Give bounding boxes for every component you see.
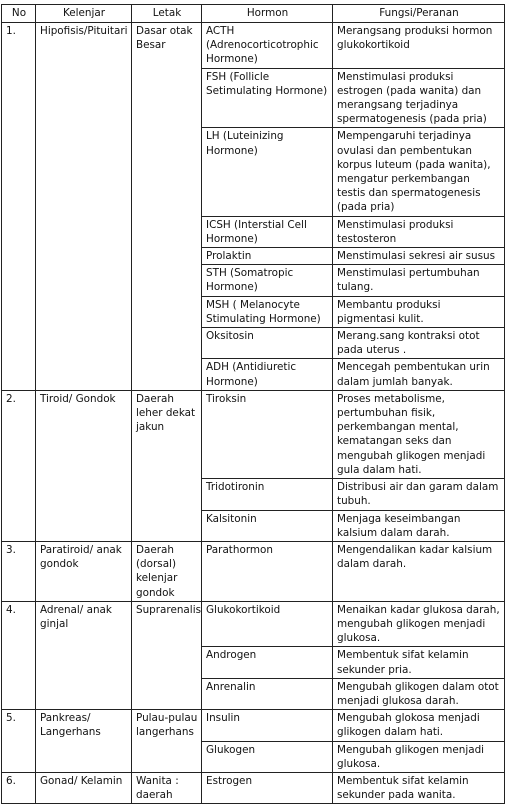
hormone-function: Mengendalikan kadar kalsium dalam darah.	[333, 541, 505, 601]
gland-location: Wanita : daerah	[132, 772, 202, 803]
hormone-name: Androgen	[202, 647, 333, 678]
hormone-name: Tiroksin	[202, 390, 333, 478]
hormone-function: Menstimulasi pertumbuhan tulang.	[333, 265, 505, 296]
hormone-function: Mencegah pembentukan urin dalam jumlah banyak.	[333, 359, 505, 390]
hormone-name: Oksitosin	[202, 328, 333, 359]
gland-location: Daerah leher dekat jakun	[132, 390, 202, 541]
hormone-name: FSH (Follicle Setimulating Hormone)	[202, 68, 333, 128]
hormone-name: ACTH (Adrenocorticotrophic Hormone)	[202, 23, 333, 69]
hormone-name: LH (Luteinizing Hormone)	[202, 128, 333, 216]
table-row	[2, 772, 505, 803]
hormone-function: Mengubah glikogen menjadi glukosa.	[333, 741, 505, 772]
header-no: No	[2, 5, 36, 23]
hormone-function: Menstimulasi produksi testosteron	[333, 216, 505, 247]
table-row	[2, 601, 505, 647]
hormone-function: Proses metabolisme, pertumbuhan fisik, perkembangan mental, kematangan seks dan mengubah glikogen menjadi gula dalam hati.	[333, 390, 505, 478]
header-letak: Letak	[132, 5, 202, 23]
gland-name: Pankreas/ Langerhans	[36, 710, 132, 773]
hormone-name: Tridotironin	[202, 479, 333, 510]
hormone-name: STH (Somatropic Hormone)	[202, 265, 333, 296]
hormone-name: Glukokortikoid	[202, 601, 333, 647]
gland-location: Daerah (dorsal) kelenjar gondok	[132, 541, 202, 601]
hormone-function: Merang.sang kontraksi otot pada uterus .	[333, 328, 505, 359]
header-hormon: Hormon	[202, 5, 333, 23]
hormone-name: Prolaktin	[202, 248, 333, 265]
hormone-name: ADH (Antidiuretic Hormone)	[202, 359, 333, 390]
gland-name: Hipofisis/Pituitari	[36, 23, 132, 391]
gland-name: Paratiroid/ anak gondok	[36, 541, 132, 601]
gland-name: Gonad/ Kelamin	[36, 772, 132, 803]
table-row	[2, 23, 505, 69]
hormone-function: Mempengaruhi terjadinya ovulasi dan pembentukan korpus luteum (pada wanita), mengatur perkembangan testis dan spermatogenesis (pada pria)	[333, 128, 505, 216]
table-row	[2, 710, 505, 741]
gland-number: 2.	[2, 390, 36, 541]
gland-location: Pulau-pulau langerhans	[132, 710, 202, 773]
gland-number: 3.	[2, 541, 36, 601]
gland-number: 1.	[2, 23, 36, 391]
hormone-function: Menaikan kadar glukosa darah, mengubah glikogen menjadi glukosa.	[333, 601, 505, 647]
hormone-name: Parathormon	[202, 541, 333, 601]
hormone-name: Estrogen	[202, 772, 333, 803]
hormone-function: Merangsang produksi hormon glukokortikoid	[333, 23, 505, 69]
hormone-name: MSH ( Melanocyte Stimulating Hormone)	[202, 296, 333, 327]
hormone-function: Membantu produksi pigmentasi kulit.	[333, 296, 505, 327]
hormone-function: Mengubah glikogen dalam otot menjadi glukosa darah.	[333, 678, 505, 709]
header-kelenjar: Kelenjar	[36, 5, 132, 23]
header-fungsi: Fungsi/Peranan	[333, 5, 505, 23]
hormone-name: Anrenalin	[202, 678, 333, 709]
hormone-function: Menjaga keseimbangan kalsium dalam darah.	[333, 510, 505, 541]
gland-name: Tiroid/ Gondok	[36, 390, 132, 541]
hormone-function: Mengubah glokosa menjadi glikogen dalam hati.	[333, 710, 505, 741]
gland-number: 5.	[2, 710, 36, 773]
hormone-name: Glukogen	[202, 741, 333, 772]
table-body	[2, 23, 505, 804]
hormone-function: Menstimulasi sekresi air susus	[333, 248, 505, 265]
gland-name: Adrenal/ anak ginjal	[36, 601, 132, 709]
hormone-function: Membentuk sifat kelamin sekunder pada wanita.	[333, 772, 505, 803]
hormone-name: ICSH (Interstial Cell Hormone)	[202, 216, 333, 247]
hormone-name: Insulin	[202, 710, 333, 741]
table-row	[2, 390, 505, 478]
gland-number: 6.	[2, 772, 36, 803]
gland-location: Dasar otak Besar	[132, 23, 202, 391]
gland-location: Suprarenalis	[132, 601, 202, 709]
gland-number: 4.	[2, 601, 36, 709]
hormone-name: Kalsitonin	[202, 510, 333, 541]
header-row	[2, 5, 505, 23]
endocrine-gland-table	[1, 4, 505, 804]
hormone-function: Membentuk sifat kelamin sekunder pria.	[333, 647, 505, 678]
hormone-function: Distribusi air dan garam dalam tubuh.	[333, 479, 505, 510]
hormone-function: Menstimulasi produksi estrogen (pada wanita) dan merangsang terjadinya spermatogenesis (pada pria)	[333, 68, 505, 128]
table-row	[2, 541, 505, 601]
